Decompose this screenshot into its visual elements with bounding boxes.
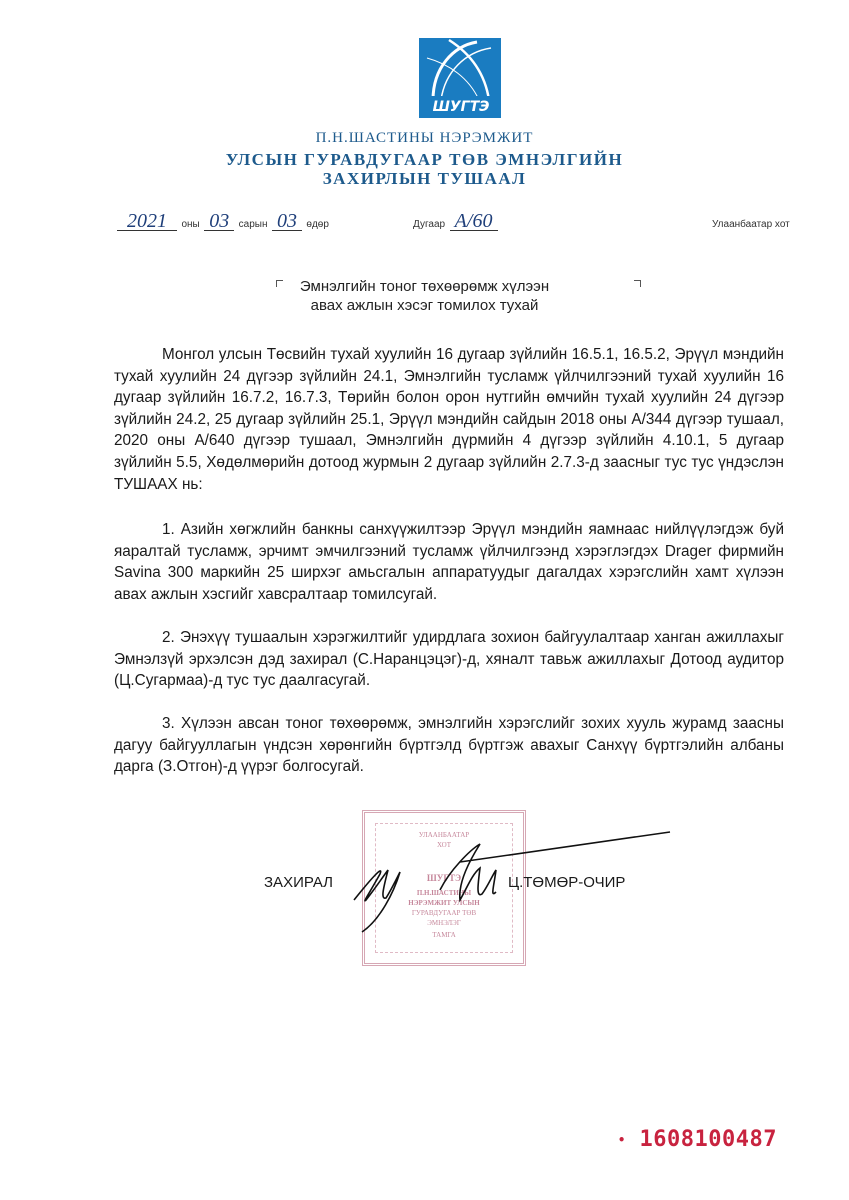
serial-value: 1608100487	[639, 1127, 777, 1152]
serial-number	[618, 1127, 777, 1152]
date-month-suffix: сарын	[238, 219, 268, 230]
header-line-3: ЗАХИРЛЫН ТУШААЛ	[322, 169, 527, 188]
stamp-line: ГУРАВДУГААР ТӨВ	[411, 909, 477, 917]
signature-stroke-1	[354, 870, 400, 932]
signature-stroke-2	[440, 832, 670, 900]
stamp-line: НЭРЭМЖИТ УЛСЫН	[408, 899, 480, 907]
order-number-line	[413, 212, 498, 232]
subject-line-1: Эмнэлгийн тоног төхөөрөмж хүлээн	[299, 278, 550, 295]
stamp-line: УЛААНБААТАР	[418, 831, 470, 839]
signatory-name: Ц.ТӨМӨР-ОЧИР	[508, 874, 626, 891]
stamp-line: ХОТ	[436, 841, 452, 849]
date-day: 03	[272, 212, 302, 231]
date-month: 03	[204, 212, 234, 231]
order-number-value: А/60	[450, 212, 498, 231]
stamp-line: П.Н.ШАСТИНЫ	[416, 889, 472, 897]
order-item-2: 2. Энэхүү тушаалын хэрэгжилтийг удирдлага зохион байгуулалтаар ханган ажиллахыг Эмнэлзүй эрхэлсэн дэд захирал (С.Наранцэцэг)-д, хяналт тавьж ажиллахыг Дотоод аудитор (Ц.Сугармаа)-д тус тус даалгасугай.	[114, 629, 784, 690]
date-line	[117, 212, 329, 232]
header-line-1: П.Н.ШАСТИНЫ НЭРЭМЖИТ	[315, 130, 534, 146]
logo-graphic	[419, 38, 501, 118]
stamp-line: ТАМГА	[432, 931, 456, 939]
signatory-title: ЗАХИРАЛ	[264, 874, 334, 891]
stamp-line: ШУГТЭ	[426, 873, 462, 883]
order-number-label: Дугаар	[413, 219, 446, 230]
handwritten-signature	[340, 830, 680, 940]
serial-dot: •	[618, 1133, 626, 1147]
order-item-3: 3. Хүлээн авсан тоног төхөөрөмж, эмнэлгийн хэрэгслийг зохих хууль журамд заасны дагуу байгууллагын үндсэн хөрөнгийн бүртгэлд бүртгэж авахыг Санхүү бүртгэлийн албаны дарга (З.Отгон)-д үүрэг болгосугай.	[114, 715, 784, 776]
subject-line-2: авах ажлын хэсэг томилох тухай	[310, 297, 539, 314]
date-year: 2021	[117, 212, 177, 231]
subject-title	[0, 277, 849, 315]
date-day-suffix: өдөр	[306, 219, 329, 230]
header-line-2: УЛСЫН ГУРАВДУГААР ТӨВ ЭМНЭЛГИЙН	[225, 150, 624, 169]
body-intro: Монгол улсын Төсвийн тухай хуулийн 16 дугаар зүйлийн 16.5.1, 16.5.2, Эрүүл мэндийн тухай хуулийн 24 дүгээр зүйлийн 24.1, Эмнэлгийн тусламж үйлчилгээний тухай хуулийн 16 дугаар зүйлийн 16.7.2, 16.7.3, Төрийн болон орон нутгийн өмчийн тухай хуулийн 24 дүгээр зүйлийн 24.2, 25 дугаар зүйлийн 25.1, Эрүүл мэндийн сайдын 2018 оны А/344 дүгээр тушаал, 2020 оны А/640 дүгээр тушаал, Эмнэлгийн дүрмийн 4 дүгээр зүйлийн 4.10.1, 5 дугаар зүйлийн 5.5, Хөдөлмөрийн дотоод журмын 2 дугаар зүйлийн 2.7.3-д заасныг тус тус үндэслэн ТУШААХ нь:	[114, 346, 784, 493]
stamp-line: ЭМНЭЛЭГ	[427, 919, 461, 927]
logo-text: ШУГТЭ	[432, 99, 490, 115]
date-year-suffix: оны	[181, 219, 200, 230]
order-item-1: 1. Азийн хөгжлийн банкны санхүүжилтээр Эрүүл мэндийн яамнаас нийлүүлэгдэж буй яаралтай тусламж, эрчимт эмчилгээний тусламж үйлчилгээнд хэрэглэгдэх Drager фирмийн Savina 300 маркийн 25 ширхэг амьсгалын аппаратуудыг дагалдах хэрэгслийн хамт хүлээн авах ажлын хэсгийг хавсралтаар томилсугай.	[114, 521, 784, 603]
city: Улаанбаатар хот	[712, 219, 790, 230]
hospital-logo	[419, 38, 501, 118]
